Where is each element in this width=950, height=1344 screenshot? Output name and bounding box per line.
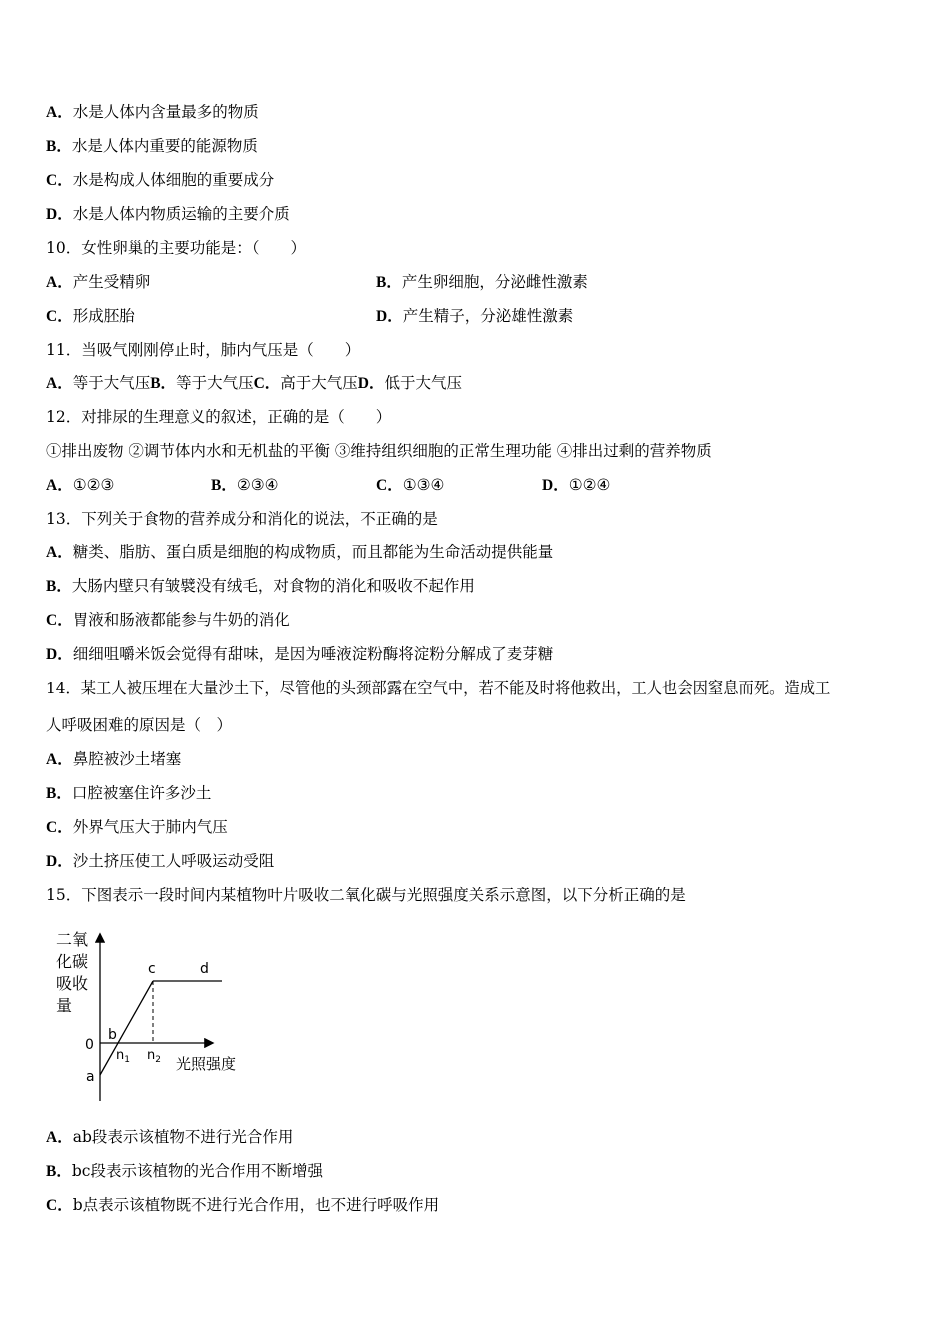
option-label: B． [376,274,402,291]
option-label: C． [46,819,73,836]
y-axis-label-line1: 二氧 [56,930,89,949]
q14-option-b [46,782,211,805]
option-label: D． [46,206,73,223]
option-text: 形成胚胎 [72,307,135,325]
y-axis-label-line4: 量 [56,996,73,1015]
q14-option-c [46,816,228,839]
n2-label [147,1048,161,1065]
q10-option-d [376,305,573,328]
option-label: A． [46,375,73,392]
q13-option-a [46,541,553,564]
option-text: ①②④ [568,476,611,494]
n1-label [116,1048,130,1065]
option-label: A． [46,104,73,121]
q14-option-d [46,850,274,873]
q10-option-b [376,271,588,294]
option-text: 胃液和肠液都能参与牛奶的消化 [72,611,290,629]
option-label: A． [46,1129,73,1146]
option-text: 低于大气压 [384,374,463,392]
origin-label: 0 [85,1037,94,1053]
option-label: C． [46,1197,73,1214]
option-text: 口腔被塞住许多沙土 [71,784,212,802]
option-label: C． [253,375,281,392]
option-label: A． [46,477,73,494]
q15-option-a [46,1126,293,1149]
option-label: D． [376,308,403,325]
q15-stem: 15．下图表示一段时间内某植物叶片吸收二氧化碳与光照强度关系示意图，以下分析正确的是 [46,886,686,904]
option-text: 外界气压大于肺内气压 [72,818,228,836]
q13-option-d [46,643,553,666]
q13-stem: 13．下列关于食物的营养成分和消化的说法，不正确的是 [46,510,438,528]
q11-options [46,372,462,395]
option-label: B． [211,477,237,494]
q14-stem-line2: 人呼吸困难的原因是（ ） [46,716,233,734]
point-a-label: a [86,1069,95,1085]
option-text: 糖类、脂肪、蛋白质是细胞的构成物质，而且都能为生命活动提供能量 [72,543,554,561]
q12-option-b [211,474,279,497]
n1-letter: n [116,1048,125,1063]
q11-stem: 11．当吸气刚刚停止时，肺内气压是（ ） [46,341,361,359]
option-text: 沙土挤压使工人呼吸运动受阻 [72,852,275,870]
option-text: 产生精子，分泌雄性激素 [402,307,574,325]
q15-option-c [46,1194,439,1217]
co2-light-graph [52,925,252,1109]
option-text: ab段表示该植物不进行光合作用 [72,1128,294,1146]
q14-option-a [46,748,181,771]
option-text: 水是人体内物质运输的主要介质 [72,205,290,223]
option-text: 产生受精卵 [72,273,151,291]
option-text: 水是人体内含量最多的物质 [72,103,259,121]
option-text: 大肠内壁只有皱襞没有绒毛，对食物的消化和吸收不起作用 [71,577,475,595]
option-text: 水是构成人体细胞的重要成分 [72,171,275,189]
q10-option-c [46,305,135,328]
option-label: B． [46,1163,72,1180]
option-text: ①③④ [402,476,445,494]
q10-option-a [46,271,150,294]
q12-option-d [542,474,610,497]
option-label: B． [46,578,72,595]
n2-subscript: 2 [155,1055,161,1065]
q12-statements: ①排出废物 ②调节体内水和无机盐的平衡 ③维持组织细胞的正常生理功能 ④排出过剩的营养物质 [46,442,712,460]
option-text: b点表示该植物既不进行光合作用，也不进行呼吸作用 [72,1196,440,1214]
point-d-label: d [200,961,209,977]
option-label: B． [46,785,72,802]
y-axis-label-line2: 化碳 [56,952,89,971]
option-text: 等于大气压 [176,374,254,392]
point-c-label: c [148,961,156,977]
option-label: B． [46,138,72,155]
option-text: 高于大气压 [280,374,358,392]
q9-option-b [46,135,258,158]
option-label: B． [150,375,177,392]
x-axis-label: 光照强度 [176,1055,237,1073]
q13-option-b [46,575,475,598]
option-text: 产生卵细胞，分泌雌性激素 [401,273,588,291]
option-text: 等于大气压 [72,374,151,392]
y-axis-label-line3: 吸收 [56,974,89,993]
option-label: D． [46,853,73,870]
q12-option-a [46,474,114,497]
option-label: D． [46,646,73,663]
option-label: A． [46,274,73,291]
option-label: D． [357,375,385,392]
q9-option-c [46,169,274,192]
option-text: ①②③ [72,476,115,494]
option-label: C． [46,308,73,325]
option-label: A． [46,544,73,561]
option-text: ②③④ [236,476,279,494]
point-b-label: b [108,1027,117,1043]
q15-option-b [46,1160,323,1183]
q14-stem-line1: 14．某工人被压埋在大量沙土下，尽管他的头颈部露在空气中，若不能及时将他救出，工人也会因窒息而死。造成工 [46,679,831,697]
option-label: C． [376,477,403,494]
option-text: bc段表示该植物的光合作用不断增强 [71,1162,323,1180]
q12-option-c [376,474,444,497]
q9-option-a [46,101,259,124]
option-label: C． [46,612,73,629]
option-text: 鼻腔被沙土堵塞 [72,750,182,768]
option-text: 细细咀嚼米饭会觉得有甜味，是因为唾液淀粉酶将淀粉分解成了麦芽糖 [72,645,554,663]
q13-option-c [46,609,290,632]
q9-option-d [46,203,290,226]
q12-stem: 12．对排尿的生理意义的叙述，正确的是（ ） [46,408,392,426]
option-text: 水是人体内重要的能源物质 [71,137,258,155]
n1-subscript: 1 [124,1055,130,1065]
n2-letter: n [147,1048,156,1063]
q10-stem: 10．女性卵巢的主要功能是：（ ） [46,239,306,257]
option-label: A． [46,751,73,768]
option-label: D． [542,477,569,494]
graph-svg [52,925,252,1105]
option-label: C． [46,172,73,189]
